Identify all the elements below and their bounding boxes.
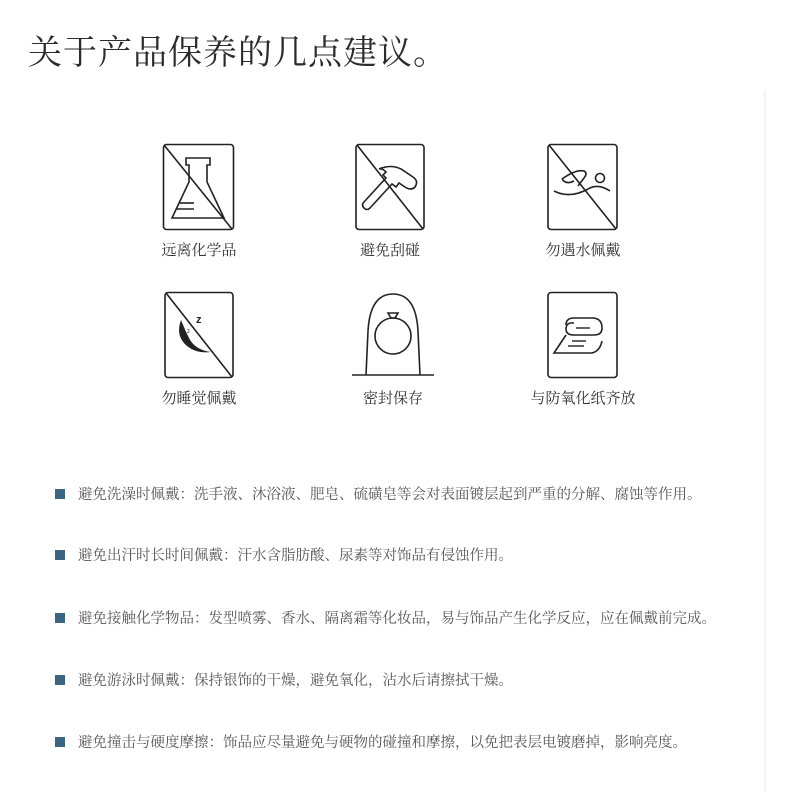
- sleep-prohibited-icon: [154, 291, 244, 381]
- list-item: [55, 732, 735, 755]
- tip-text: 避免出汗时长时间佩戴：汗水含脂肪酸、尿素等对饰品有侵蚀作用。: [78, 548, 513, 564]
- ring-case-icon: [348, 291, 438, 381]
- care-item-sleep: [119, 291, 279, 408]
- bullet-square-icon: [55, 613, 65, 623]
- bullet-square-icon: [55, 489, 65, 499]
- swimmer-prohibited-icon: [538, 143, 628, 233]
- list-item: [55, 545, 735, 568]
- tip-text: 避免接触化学物品：发型喷雾、香水、隔离霜等化妆品，易与饰品产生化学反应，应在佩戴前完成。: [78, 611, 716, 627]
- care-item-water: [503, 143, 663, 260]
- icon-label: 勿遇水佩戴: [545, 241, 621, 259]
- paper-roll-icon: [538, 291, 628, 381]
- icon-label: 密封保存: [362, 389, 423, 407]
- svg-text:z: z: [196, 314, 202, 326]
- page-title: 关于产品保养的几点建议。: [28, 33, 448, 73]
- care-item-scratch: [310, 143, 470, 260]
- bullet-square-icon: [55, 675, 65, 685]
- care-item-chemicals: [119, 143, 279, 260]
- list-item: [55, 484, 735, 507]
- bullet-square-icon: [55, 550, 65, 560]
- tip-text: 避免洗澡时佩戴：洗手液、沐浴液、肥皂、硫磺皂等会对表面镀层起到严重的分解、腐蚀等作用。: [78, 487, 702, 503]
- svg-text:z: z: [187, 329, 190, 335]
- bullet-square-icon: [55, 737, 65, 747]
- divider: [764, 90, 766, 792]
- flask-prohibited-icon: [154, 143, 244, 233]
- list-item: [55, 608, 735, 631]
- tip-text: 避免游泳时佩戴：保持银饰的干燥，避免氧化，沾水后请擦拭干燥。: [78, 673, 513, 689]
- tip-text: 避免撞击与硬度摩擦：饰品应尽量避免与硬物的碰撞和摩擦，以免把表层电镀磨掉，影响亮度。: [78, 735, 687, 751]
- icon-label: 勿睡觉佩戴: [161, 389, 237, 407]
- icon-label: 与防氧化纸齐放: [530, 389, 636, 407]
- care-item-seal: [313, 291, 473, 408]
- icon-label: 避免刮碰: [359, 241, 420, 259]
- hammer-prohibited-icon: [345, 143, 435, 233]
- care-item-paper: [503, 291, 663, 408]
- icon-label: 远离化学品: [161, 241, 237, 259]
- list-item: [55, 670, 735, 693]
